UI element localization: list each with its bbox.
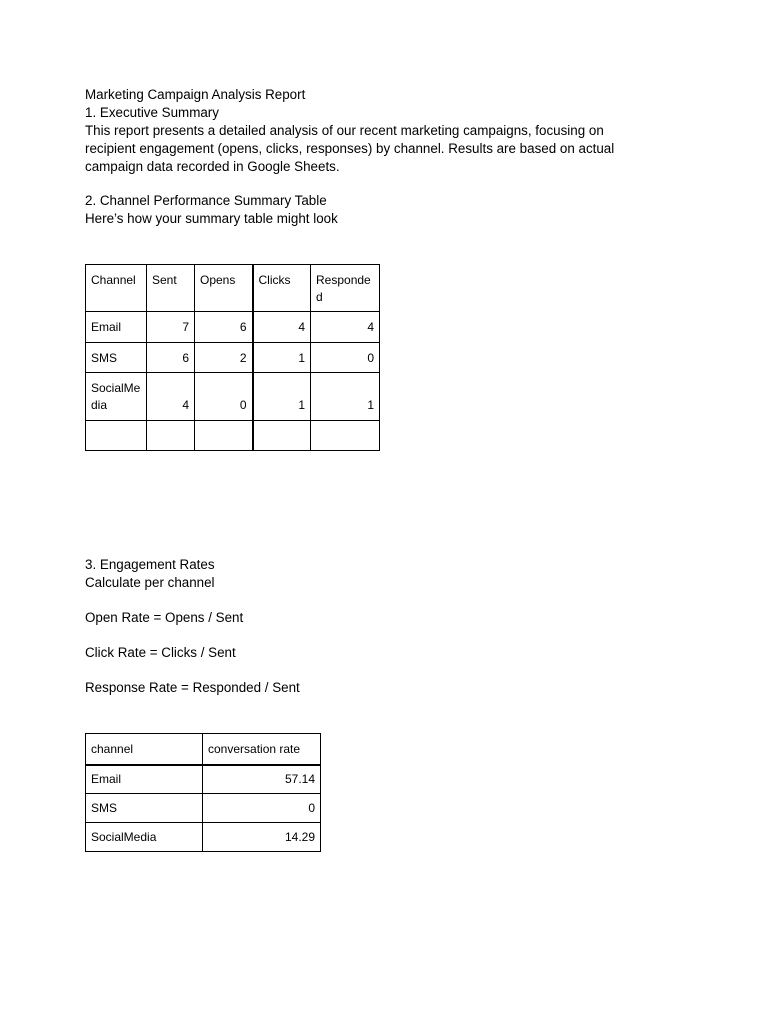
header-opens: Opens — [195, 265, 253, 312]
header-conversation-rate: conversation rate — [203, 734, 321, 765]
cell-sent: 4 — [147, 373, 195, 421]
cell-channel: SMS — [86, 794, 203, 823]
cell-empty — [195, 421, 253, 451]
cell-channel: SMS — [86, 343, 147, 373]
channel-summary-table — [85, 264, 380, 451]
cell-responded: 1 — [311, 373, 380, 421]
formula-click-rate: Click Rate = Clicks / Sent — [85, 645, 236, 660]
cell-rate: 14.29 — [203, 823, 321, 852]
cell-clicks: 1 — [253, 343, 311, 373]
executive-summary-paragraph: This report presents a detailed analysis of our recent marketing campaigns, focusing on recipient engagement (opens, clicks, responses) by channel. Results are based on actual campaign data recorded in Google Sheets. — [85, 123, 615, 174]
channel-performance-intro: Here’s how your summary table might look — [85, 211, 338, 226]
table-row — [86, 312, 380, 343]
report-title: Marketing Campaign Analysis Report — [85, 87, 306, 102]
formula-open-rate: Open Rate = Opens / Sent — [85, 610, 244, 625]
header-clicks: Clicks — [253, 265, 311, 312]
table-row — [86, 343, 380, 373]
cell-opens: 0 — [195, 373, 253, 421]
engagement-rates-intro: Calculate per channel — [85, 575, 215, 590]
section-heading-channel-performance: 2. Channel Performance Summary Table — [85, 193, 327, 208]
cell-channel: Email — [86, 312, 147, 343]
cell-rate: 0 — [203, 794, 321, 823]
cell-responded: 0 — [311, 343, 380, 373]
header-channel: channel — [86, 734, 203, 765]
cell-clicks: 4 — [253, 312, 311, 343]
cell-channel: SocialMedia — [86, 373, 147, 421]
cell-empty — [86, 421, 147, 451]
table-row — [86, 765, 321, 794]
cell-channel: Email — [86, 765, 203, 794]
cell-opens: 2 — [195, 343, 253, 373]
section-heading-executive-summary: 1. Executive Summary — [85, 105, 219, 120]
cell-empty — [311, 421, 380, 451]
cell-rate: 57.14 — [203, 765, 321, 794]
formula-response-rate: Response Rate = Responded / Sent — [85, 680, 300, 695]
cell-responded: 4 — [311, 312, 380, 343]
table-header-row — [86, 734, 321, 765]
table-row — [86, 373, 380, 421]
cell-sent: 6 — [147, 343, 195, 373]
table-row — [86, 823, 321, 852]
conversion-rate-table — [85, 733, 321, 852]
cell-clicks: 1 — [253, 373, 311, 421]
cell-empty — [147, 421, 195, 451]
section-heading-engagement-rates: 3. Engagement Rates — [85, 557, 215, 572]
table-row — [86, 794, 321, 823]
cell-channel: SocialMedia — [86, 823, 203, 852]
header-responded: Responded — [311, 265, 380, 312]
cell-empty — [253, 421, 311, 451]
table-header-row — [86, 265, 380, 312]
table-row-empty — [86, 421, 380, 451]
header-channel: Channel — [86, 265, 147, 312]
cell-sent: 7 — [147, 312, 195, 343]
cell-opens: 6 — [195, 312, 253, 343]
header-sent: Sent — [147, 265, 195, 312]
